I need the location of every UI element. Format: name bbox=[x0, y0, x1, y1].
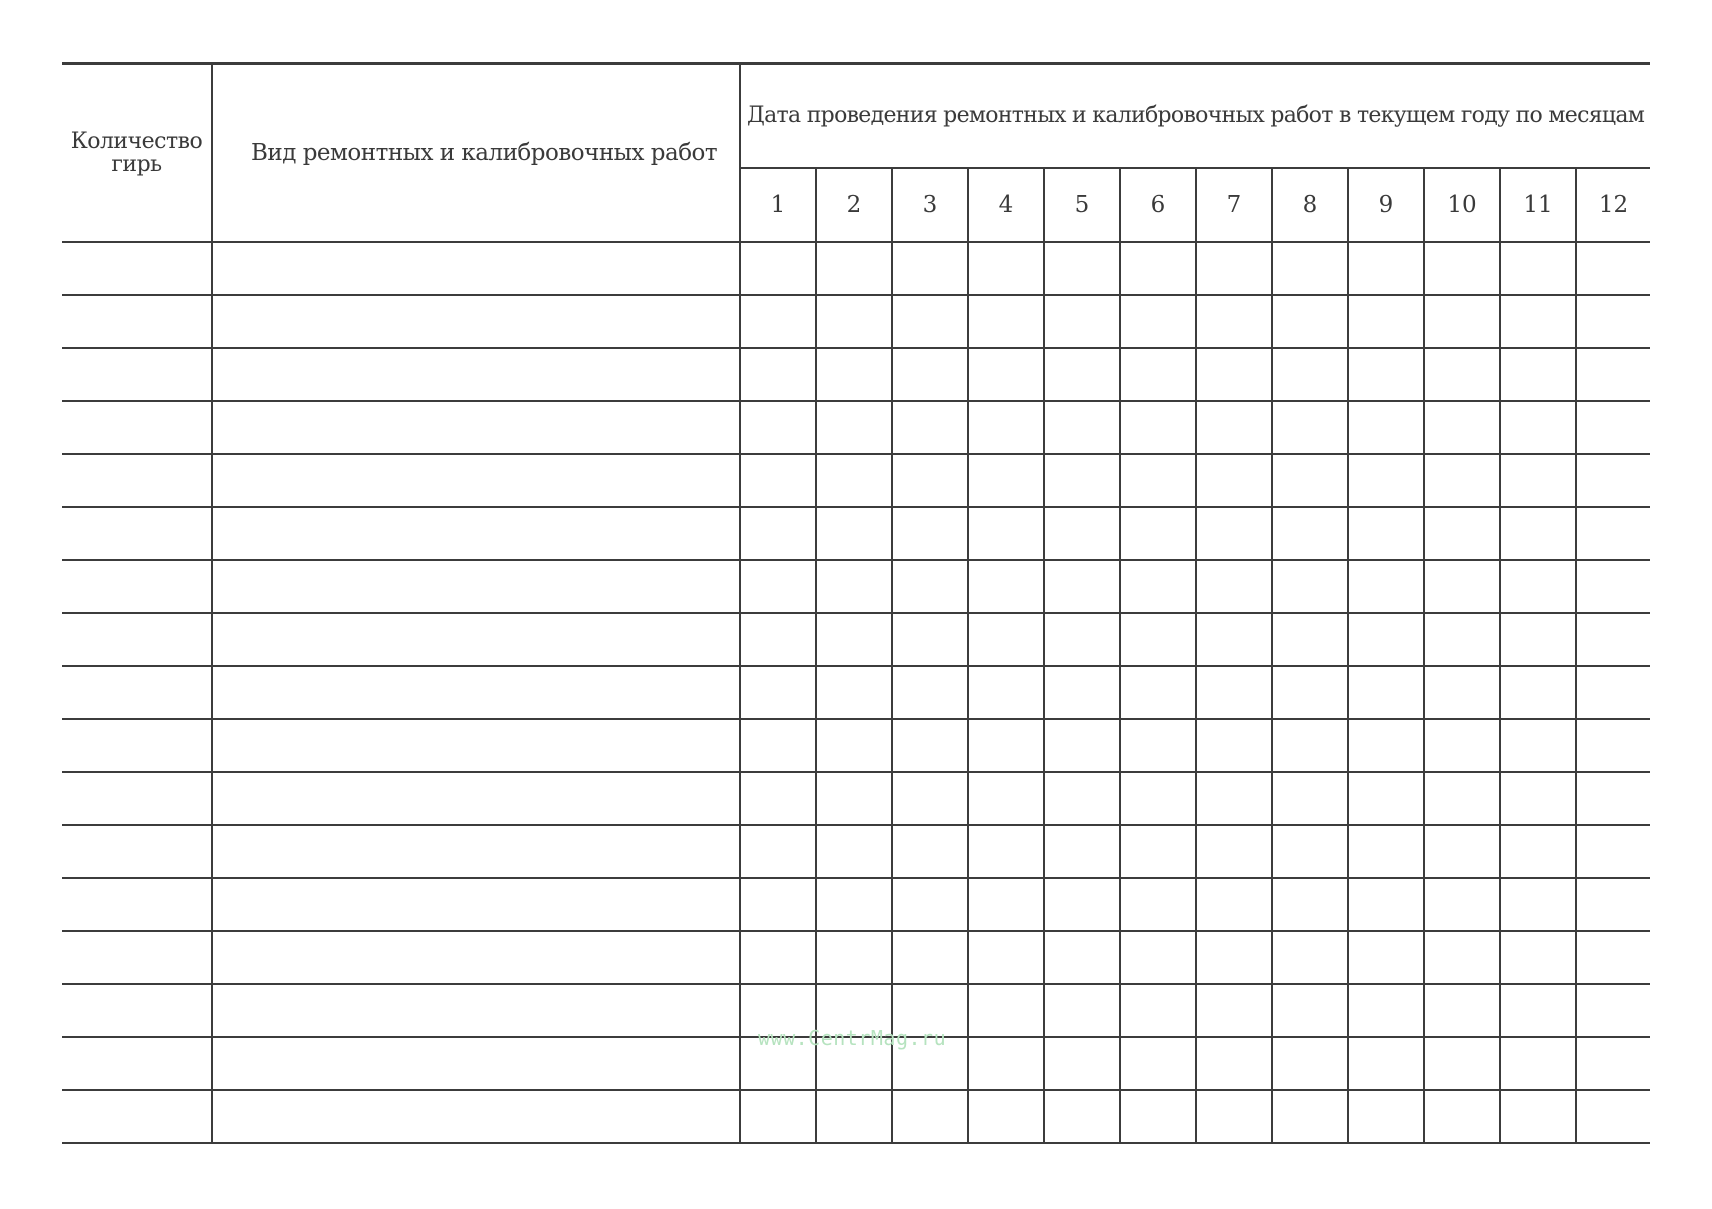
month-header: 4 bbox=[968, 168, 1044, 242]
month-cell[interactable] bbox=[1500, 825, 1576, 878]
month-cell[interactable] bbox=[1196, 613, 1272, 666]
month-cell[interactable] bbox=[1044, 401, 1120, 454]
quantity-cell[interactable] bbox=[62, 454, 212, 507]
month-cell[interactable] bbox=[892, 931, 968, 984]
month-cell[interactable] bbox=[968, 825, 1044, 878]
month-cell[interactable] bbox=[1272, 560, 1348, 613]
month-cell[interactable] bbox=[816, 719, 892, 772]
month-cell[interactable] bbox=[968, 401, 1044, 454]
month-cell[interactable] bbox=[740, 454, 816, 507]
month-cell[interactable] bbox=[1424, 295, 1500, 348]
month-cell[interactable] bbox=[1044, 825, 1120, 878]
month-cell[interactable] bbox=[1348, 507, 1424, 560]
month-cell[interactable] bbox=[816, 348, 892, 401]
month-cell[interactable] bbox=[1120, 1090, 1196, 1143]
month-cell[interactable] bbox=[1044, 1090, 1120, 1143]
month-cell[interactable] bbox=[892, 242, 968, 295]
month-cell[interactable] bbox=[892, 772, 968, 825]
work-type-cell[interactable] bbox=[212, 1090, 740, 1143]
month-cell[interactable] bbox=[892, 454, 968, 507]
month-cell[interactable] bbox=[1272, 242, 1348, 295]
month-cell[interactable] bbox=[1044, 984, 1120, 1037]
month-cell[interactable] bbox=[1196, 984, 1272, 1037]
month-cell[interactable] bbox=[1348, 931, 1424, 984]
work-type-cell[interactable] bbox=[212, 931, 740, 984]
month-cell[interactable] bbox=[1500, 719, 1576, 772]
watermark: www.CentrMag.ru bbox=[758, 1026, 947, 1050]
month-cell[interactable] bbox=[740, 772, 816, 825]
month-cell[interactable] bbox=[1272, 772, 1348, 825]
work-type-cell[interactable] bbox=[212, 401, 740, 454]
month-cell[interactable] bbox=[1196, 507, 1272, 560]
month-cell[interactable] bbox=[740, 931, 816, 984]
month-cell[interactable] bbox=[1348, 878, 1424, 931]
month-cell[interactable] bbox=[1120, 454, 1196, 507]
month-cell[interactable] bbox=[892, 825, 968, 878]
month-cell[interactable] bbox=[968, 1037, 1044, 1090]
month-cell[interactable] bbox=[1196, 772, 1272, 825]
month-cell[interactable] bbox=[1500, 666, 1576, 719]
month-cell[interactable] bbox=[1044, 454, 1120, 507]
month-cell[interactable] bbox=[1576, 1090, 1650, 1143]
table-row bbox=[62, 984, 1650, 1037]
month-cell[interactable] bbox=[968, 295, 1044, 348]
month-cell[interactable] bbox=[1196, 401, 1272, 454]
month-cell[interactable] bbox=[1500, 348, 1576, 401]
table-row bbox=[62, 613, 1650, 666]
month-cell[interactable] bbox=[1120, 295, 1196, 348]
month-cell[interactable] bbox=[1120, 825, 1196, 878]
month-cell[interactable] bbox=[1348, 613, 1424, 666]
month-cell[interactable] bbox=[1576, 825, 1650, 878]
month-cell[interactable] bbox=[1272, 825, 1348, 878]
work-type-cell[interactable] bbox=[212, 348, 740, 401]
month-cell[interactable] bbox=[968, 719, 1044, 772]
month-cell[interactable] bbox=[1576, 242, 1650, 295]
quantity-cell[interactable] bbox=[62, 719, 212, 772]
month-header: 11 bbox=[1500, 168, 1576, 242]
month-cell[interactable] bbox=[1500, 1037, 1576, 1090]
work-type-cell[interactable] bbox=[212, 666, 740, 719]
month-cell[interactable] bbox=[1576, 984, 1650, 1037]
month-cell[interactable] bbox=[1196, 719, 1272, 772]
month-cell[interactable] bbox=[816, 931, 892, 984]
month-cell[interactable] bbox=[816, 613, 892, 666]
month-cell[interactable] bbox=[1120, 931, 1196, 984]
month-cell[interactable] bbox=[1044, 719, 1120, 772]
month-cell[interactable] bbox=[1196, 931, 1272, 984]
month-cell[interactable] bbox=[1348, 242, 1424, 295]
month-cell[interactable] bbox=[1424, 878, 1500, 931]
month-cell[interactable] bbox=[1120, 666, 1196, 719]
month-cell[interactable] bbox=[1272, 454, 1348, 507]
month-cell[interactable] bbox=[1348, 825, 1424, 878]
table-row bbox=[62, 401, 1650, 454]
month-cell[interactable] bbox=[892, 295, 968, 348]
table-row bbox=[62, 454, 1650, 507]
month-cell[interactable] bbox=[968, 666, 1044, 719]
month-cell[interactable] bbox=[1044, 613, 1120, 666]
month-cell[interactable] bbox=[1120, 984, 1196, 1037]
month-cell[interactable] bbox=[1348, 348, 1424, 401]
month-cell[interactable] bbox=[816, 560, 892, 613]
date-group-header: Дата проведения ремонтных и калибровочных работ в текущем году по месяцам bbox=[740, 64, 1650, 168]
month-cell[interactable] bbox=[892, 878, 968, 931]
table-row bbox=[62, 666, 1650, 719]
work-type-cell[interactable] bbox=[212, 1037, 740, 1090]
quantity-cell[interactable] bbox=[62, 560, 212, 613]
month-cell[interactable] bbox=[740, 719, 816, 772]
month-cell[interactable] bbox=[968, 507, 1044, 560]
month-cell[interactable] bbox=[968, 348, 1044, 401]
work-type-cell[interactable] bbox=[212, 719, 740, 772]
month-cell[interactable] bbox=[1120, 1037, 1196, 1090]
month-cell[interactable] bbox=[968, 772, 1044, 825]
month-cell[interactable] bbox=[740, 242, 816, 295]
quantity-cell[interactable] bbox=[62, 984, 212, 1037]
month-cell[interactable] bbox=[1500, 613, 1576, 666]
month-cell[interactable] bbox=[1196, 242, 1272, 295]
month-cell[interactable] bbox=[1424, 1090, 1500, 1143]
month-cell[interactable] bbox=[1120, 507, 1196, 560]
month-cell[interactable] bbox=[740, 1090, 816, 1143]
month-cell[interactable] bbox=[892, 560, 968, 613]
month-cell[interactable] bbox=[1424, 348, 1500, 401]
month-cell[interactable] bbox=[1196, 1090, 1272, 1143]
month-cell[interactable] bbox=[1500, 242, 1576, 295]
month-cell[interactable] bbox=[892, 348, 968, 401]
month-cell[interactable] bbox=[1576, 348, 1650, 401]
month-header: 5 bbox=[1044, 168, 1120, 242]
table-row bbox=[62, 295, 1650, 348]
month-cell[interactable] bbox=[1348, 1090, 1424, 1143]
month-cell[interactable] bbox=[1044, 1037, 1120, 1090]
table-row bbox=[62, 560, 1650, 613]
quantity-cell[interactable] bbox=[62, 295, 212, 348]
month-cell[interactable] bbox=[816, 1037, 892, 1090]
work-type-cell[interactable] bbox=[212, 454, 740, 507]
month-cell[interactable] bbox=[1044, 666, 1120, 719]
month-cell[interactable] bbox=[892, 613, 968, 666]
month-cell[interactable] bbox=[1424, 507, 1500, 560]
month-cell[interactable] bbox=[1576, 401, 1650, 454]
month-cell[interactable] bbox=[1576, 613, 1650, 666]
table-row bbox=[62, 772, 1650, 825]
month-cell[interactable] bbox=[816, 984, 892, 1037]
month-cell[interactable] bbox=[816, 295, 892, 348]
quantity-cell[interactable] bbox=[62, 825, 212, 878]
month-cell[interactable] bbox=[1044, 348, 1120, 401]
month-cell[interactable] bbox=[1272, 984, 1348, 1037]
month-cell[interactable] bbox=[968, 613, 1044, 666]
work-type-column-header: Вид ремонтных и калибровочных работ bbox=[212, 64, 740, 242]
month-cell[interactable] bbox=[740, 825, 816, 878]
month-cell[interactable] bbox=[1348, 295, 1424, 348]
work-type-cell[interactable] bbox=[212, 772, 740, 825]
month-cell[interactable] bbox=[816, 507, 892, 560]
month-cell[interactable] bbox=[892, 1037, 968, 1090]
month-cell[interactable] bbox=[1576, 454, 1650, 507]
work-type-cell[interactable] bbox=[212, 878, 740, 931]
month-cell[interactable] bbox=[1272, 1037, 1348, 1090]
month-cell[interactable] bbox=[968, 878, 1044, 931]
month-cell[interactable] bbox=[1044, 295, 1120, 348]
month-cell[interactable] bbox=[1120, 401, 1196, 454]
work-type-cell[interactable] bbox=[212, 242, 740, 295]
month-cell[interactable] bbox=[1272, 507, 1348, 560]
month-cell[interactable] bbox=[1120, 772, 1196, 825]
month-cell[interactable] bbox=[1424, 401, 1500, 454]
month-cell[interactable] bbox=[740, 666, 816, 719]
month-cell[interactable] bbox=[816, 878, 892, 931]
month-cell[interactable] bbox=[1196, 348, 1272, 401]
month-cell[interactable] bbox=[892, 719, 968, 772]
work-type-cell[interactable] bbox=[212, 613, 740, 666]
work-type-cell[interactable] bbox=[212, 507, 740, 560]
month-cell[interactable] bbox=[1424, 1037, 1500, 1090]
month-cell[interactable] bbox=[1120, 348, 1196, 401]
month-cell[interactable] bbox=[1576, 295, 1650, 348]
month-cell[interactable] bbox=[1424, 666, 1500, 719]
month-cell[interactable] bbox=[740, 348, 816, 401]
month-cell[interactable] bbox=[1576, 931, 1650, 984]
month-cell[interactable] bbox=[1348, 719, 1424, 772]
month-cell[interactable] bbox=[740, 507, 816, 560]
work-type-cell[interactable] bbox=[212, 984, 740, 1037]
quantity-cell[interactable] bbox=[62, 1037, 212, 1090]
table-row bbox=[62, 878, 1650, 931]
month-cell[interactable] bbox=[1044, 560, 1120, 613]
quantity-cell[interactable] bbox=[62, 931, 212, 984]
quantity-cell[interactable] bbox=[62, 666, 212, 719]
month-cell[interactable] bbox=[1424, 931, 1500, 984]
month-cell[interactable] bbox=[1348, 666, 1424, 719]
month-cell[interactable] bbox=[1500, 507, 1576, 560]
month-header: 10 bbox=[1424, 168, 1500, 242]
table-row bbox=[62, 348, 1650, 401]
month-cell[interactable] bbox=[1500, 401, 1576, 454]
month-cell[interactable] bbox=[1120, 613, 1196, 666]
month-cell[interactable] bbox=[1272, 719, 1348, 772]
month-cell[interactable] bbox=[1576, 507, 1650, 560]
table-row bbox=[62, 1090, 1650, 1143]
month-cell[interactable] bbox=[1424, 613, 1500, 666]
month-cell[interactable] bbox=[1576, 772, 1650, 825]
month-cell[interactable] bbox=[1196, 825, 1272, 878]
month-header: 12 bbox=[1576, 168, 1650, 242]
month-cell[interactable] bbox=[1120, 878, 1196, 931]
table-row bbox=[62, 931, 1650, 984]
month-header: 3 bbox=[892, 168, 968, 242]
month-header: 8 bbox=[1272, 168, 1348, 242]
month-cell[interactable] bbox=[1500, 295, 1576, 348]
month-cell[interactable] bbox=[1272, 401, 1348, 454]
month-cell[interactable] bbox=[1196, 666, 1272, 719]
month-cell[interactable] bbox=[1272, 348, 1348, 401]
month-header: 2 bbox=[816, 168, 892, 242]
month-cell[interactable] bbox=[740, 401, 816, 454]
quantity-cell[interactable] bbox=[62, 772, 212, 825]
month-cell[interactable] bbox=[816, 1090, 892, 1143]
month-cell[interactable] bbox=[1424, 825, 1500, 878]
work-type-cell[interactable] bbox=[212, 295, 740, 348]
quantity-column-header: Количество гирь bbox=[62, 64, 212, 242]
month-cell[interactable] bbox=[968, 984, 1044, 1037]
month-cell[interactable] bbox=[816, 772, 892, 825]
month-cell[interactable] bbox=[1576, 666, 1650, 719]
month-cell[interactable] bbox=[1196, 454, 1272, 507]
month-cell[interactable] bbox=[1500, 772, 1576, 825]
month-cell[interactable] bbox=[1424, 984, 1500, 1037]
month-cell[interactable] bbox=[1272, 295, 1348, 348]
month-cell[interactable] bbox=[1348, 1037, 1424, 1090]
month-cell[interactable] bbox=[892, 1090, 968, 1143]
table-row bbox=[62, 719, 1650, 772]
month-cell[interactable] bbox=[816, 242, 892, 295]
month-cell[interactable] bbox=[892, 984, 968, 1037]
month-cell[interactable] bbox=[1044, 931, 1120, 984]
month-header: 1 bbox=[740, 168, 816, 242]
month-cell[interactable] bbox=[740, 878, 816, 931]
quantity-cell[interactable] bbox=[62, 401, 212, 454]
month-cell[interactable] bbox=[816, 825, 892, 878]
month-cell[interactable] bbox=[1196, 295, 1272, 348]
month-cell[interactable] bbox=[816, 454, 892, 507]
month-cell[interactable] bbox=[1272, 666, 1348, 719]
month-cell[interactable] bbox=[968, 1090, 1044, 1143]
month-cell[interactable] bbox=[740, 613, 816, 666]
table-row bbox=[62, 507, 1650, 560]
month-cell[interactable] bbox=[968, 560, 1044, 613]
month-cell[interactable] bbox=[892, 401, 968, 454]
table-row bbox=[62, 1037, 1650, 1090]
month-cell[interactable] bbox=[892, 507, 968, 560]
month-cell[interactable] bbox=[892, 666, 968, 719]
month-cell[interactable] bbox=[1196, 560, 1272, 613]
month-cell[interactable] bbox=[1576, 878, 1650, 931]
month-header: 6 bbox=[1120, 168, 1196, 242]
month-cell[interactable] bbox=[1500, 560, 1576, 613]
quantity-cell[interactable] bbox=[62, 348, 212, 401]
month-cell[interactable] bbox=[1576, 560, 1650, 613]
month-header: 7 bbox=[1196, 168, 1272, 242]
month-cell[interactable] bbox=[968, 931, 1044, 984]
month-cell[interactable] bbox=[1576, 1037, 1650, 1090]
month-header: 9 bbox=[1348, 168, 1424, 242]
work-type-cell[interactable] bbox=[212, 825, 740, 878]
month-cell[interactable] bbox=[968, 454, 1044, 507]
month-cell[interactable] bbox=[1424, 560, 1500, 613]
quantity-cell[interactable] bbox=[62, 613, 212, 666]
month-cell[interactable] bbox=[1044, 242, 1120, 295]
month-cell[interactable] bbox=[1120, 560, 1196, 613]
month-cell[interactable] bbox=[1348, 772, 1424, 825]
month-cell[interactable] bbox=[1500, 454, 1576, 507]
month-cell[interactable] bbox=[1424, 454, 1500, 507]
month-cell[interactable] bbox=[1120, 242, 1196, 295]
month-cell[interactable] bbox=[816, 666, 892, 719]
month-cell[interactable] bbox=[740, 295, 816, 348]
table-row bbox=[62, 825, 1650, 878]
quantity-cell[interactable] bbox=[62, 1090, 212, 1143]
month-cell[interactable] bbox=[1500, 931, 1576, 984]
month-cell[interactable] bbox=[1196, 878, 1272, 931]
month-cell[interactable] bbox=[1424, 719, 1500, 772]
quantity-cell[interactable] bbox=[62, 878, 212, 931]
month-cell[interactable] bbox=[1272, 1090, 1348, 1143]
table-row bbox=[62, 242, 1650, 295]
month-cell[interactable] bbox=[1348, 401, 1424, 454]
month-cell[interactable] bbox=[740, 984, 816, 1037]
month-cell[interactable] bbox=[1272, 878, 1348, 931]
month-cell[interactable] bbox=[968, 242, 1044, 295]
quantity-cell[interactable] bbox=[62, 507, 212, 560]
journal-form-table bbox=[62, 62, 1650, 1144]
month-cell[interactable] bbox=[740, 1037, 816, 1090]
month-cell[interactable] bbox=[1500, 878, 1576, 931]
work-type-cell[interactable] bbox=[212, 560, 740, 613]
month-cell[interactable] bbox=[740, 560, 816, 613]
month-cell[interactable] bbox=[1348, 560, 1424, 613]
month-cell[interactable] bbox=[1196, 1037, 1272, 1090]
month-cell[interactable] bbox=[1500, 984, 1576, 1037]
month-cell[interactable] bbox=[1044, 507, 1120, 560]
quantity-cell[interactable] bbox=[62, 242, 212, 295]
month-cell[interactable] bbox=[1348, 454, 1424, 507]
month-cell[interactable] bbox=[1424, 242, 1500, 295]
month-cell[interactable] bbox=[1424, 772, 1500, 825]
month-cell[interactable] bbox=[1272, 613, 1348, 666]
month-cell[interactable] bbox=[1044, 772, 1120, 825]
month-cell[interactable] bbox=[1120, 719, 1196, 772]
month-cell[interactable] bbox=[1044, 878, 1120, 931]
month-cell[interactable] bbox=[1576, 719, 1650, 772]
month-cell[interactable] bbox=[1272, 931, 1348, 984]
month-cell[interactable] bbox=[816, 401, 892, 454]
month-cell[interactable] bbox=[1500, 1090, 1576, 1143]
month-cell[interactable] bbox=[1348, 984, 1424, 1037]
